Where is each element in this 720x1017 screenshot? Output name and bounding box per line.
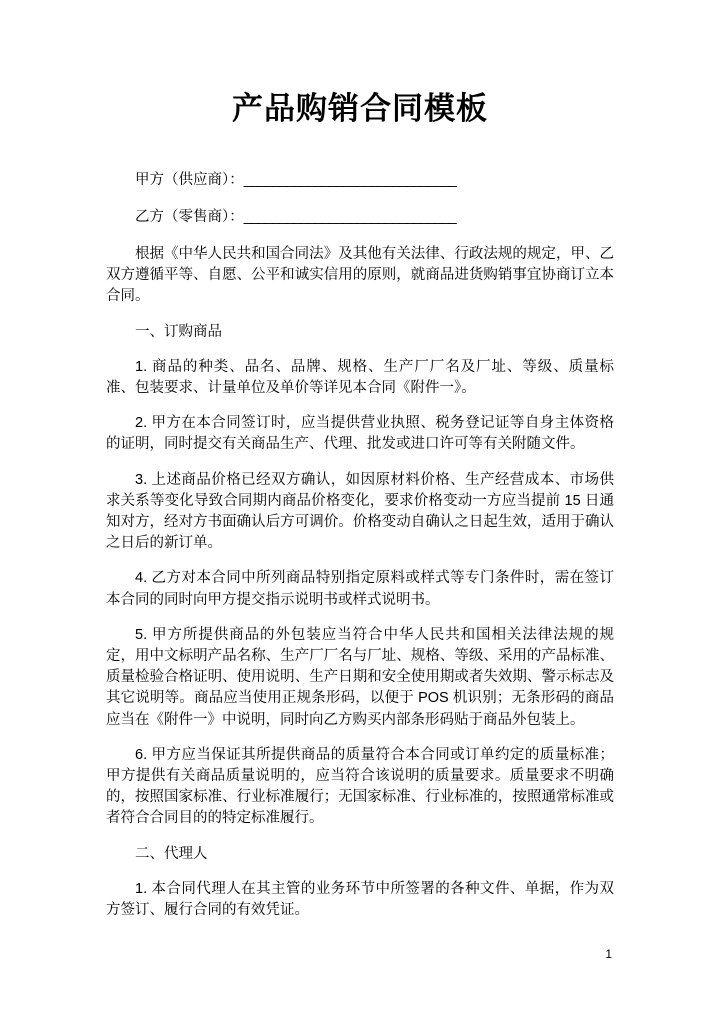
- clause-2-1: 1. 本合同代理人在其主管的业务环节中所签署的各种文件、单据，作为双方签订、履行合同的有效凭证。: [106, 880, 614, 919]
- party-supplier-label: 甲方（供应商）：: [135, 172, 244, 188]
- section-heading-agent: 二、代理人: [135, 845, 208, 862]
- party-line-supplier: [106, 170, 614, 191]
- clause-1-1: 1. 商品的种类、品名、品牌、规格、生产厂厂名及厂址、等级、质量标准、包装要求、计量单位及单价等详见本合同《附件一》。: [106, 358, 614, 397]
- party-supplier-blank: ______________________________: [243, 172, 456, 188]
- preamble-paragraph: 根据《中华人民共和国合同法》及其他有关法律、行政法规的规定，甲、乙双方遵循平等、自愿、公平和诚实信用的原则，就商品进货购销事宜协商订立本合同。: [106, 246, 614, 305]
- party-retailer-label: 乙方（零售商）：: [135, 209, 244, 225]
- party-retailer-blank: ______________________________: [243, 209, 456, 225]
- page-number: 1: [605, 947, 612, 961]
- clause-1-4: 4. 乙方对本合同中所列商品特别指定原料或样式等专门条件时，需在签订本合同的同时向甲方提交指示说明书或样式说明书。: [106, 570, 614, 608]
- section-heading-ordering-goods: 一、订购商品: [135, 323, 222, 340]
- clause-1-3: 3. 上述商品价格已经双方确认，如因原材料价格、生产经营成本、市场供求关系等变化导致合同期内商品价格变化，要求价格变动一方应当提前 15 日通知对方，经对方书面确认后方可调价。价格变动自确认之日起生效，适用于确认之日后的新订单。: [106, 471, 614, 552]
- clause-1-5: 5. 甲方所提供商品的外包装应当符合中华人民共和国相关法律法规的规定，用中文标明产品名称、生产厂厂名与厂址、规格、等级、采用的产品标准、质量检验合格证明、使用说明、生产日期和安全使用期或者失效期、警示标志及其它说明等。商品应当使用正规条形码，以便于 POS 机识别；无条形码的商品应当在《附件一》中说明，同时向乙方购买内部条形码贴于商品外包装上。: [106, 626, 614, 728]
- clause-1-6: 6. 甲方应当保证其所提供商品的质量符合本合同或订单约定的质量标准；甲方提供有关商品质量说明的，应当符合该说明的质量要求。质量要求不明确的，按照国家标准、行业标准履行；无国家标准、行业标准的，按照通常标准或者符合合同目的的特定标准履行。: [106, 746, 614, 827]
- clause-1-2: 2. 甲方在本合同签订时，应当提供营业执照、税务登记证等自身主体资格的证明，同时提交有关商品生产、代理、批发或进口许可等有关附随文件。: [106, 415, 614, 453]
- document-title: 产品购销合同模板: [232, 91, 488, 126]
- party-line-retailer: [106, 207, 614, 228]
